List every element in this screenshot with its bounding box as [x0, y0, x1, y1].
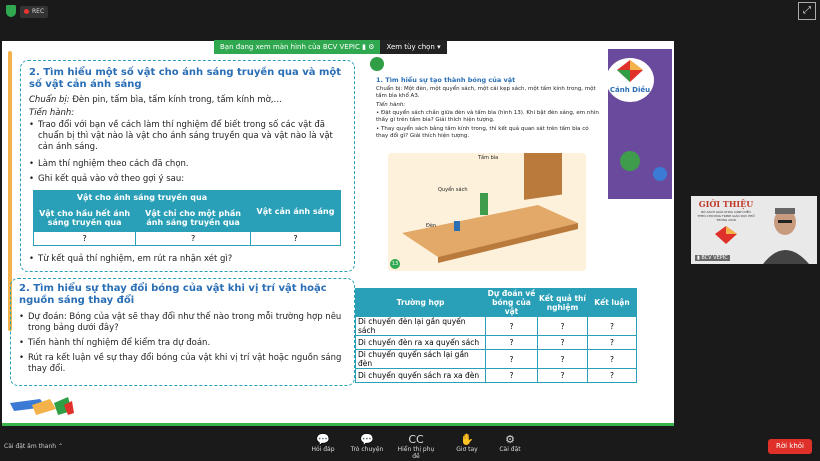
table-header: Vật chỉ cho một phần ánh sáng truyền qua [136, 204, 251, 232]
record-dot-icon [24, 9, 29, 14]
book-prep: Chuẩn bị: Một đèn, một quyển sách, một cái kẹp sách, một tấm kính trong, một tấm bìa khổ A3. [376, 86, 596, 99]
qa-icon: 💬 [316, 433, 330, 446]
chat-button[interactable]: 💬 Trò chuyện [347, 434, 387, 453]
label-lamp: Đèn [426, 223, 437, 229]
video-sub: BỘ SÁCH GIÁO KHOA CÁNH DIỀU THEO CHƯƠNG TRÌNH GIÁO DỤC PHỔ THÔNG 2018 [697, 210, 755, 222]
leave-button[interactable]: Rời khỏi [768, 439, 812, 454]
table-row [356, 336, 637, 350]
section1-bullet-3: • Ghi kết quả vào vở theo gợi ý sau: [29, 174, 347, 185]
table-header: Vật cho hầu hết ánh sáng truyền qua [34, 204, 136, 232]
section2-bullet-3: • Rút ra kết luận về sự thay đổi bóng của vật khi vị trí vật hoặc nguồn sáng thay đổi. [19, 353, 349, 375]
presenter-figure [761, 200, 811, 264]
qa-button[interactable]: 💬 Hỏi đáp [303, 434, 343, 453]
crayons-decoration [10, 395, 74, 417]
table-cell: Di chuyển đèn lại gần quyển sách [356, 317, 486, 336]
view-options-button[interactable]: Xem tùy chọn ▾ [380, 40, 446, 54]
table-cell: Di chuyển đèn ra xa quyển sách [356, 336, 486, 350]
table-cell: ? [588, 317, 637, 336]
figure-number: 13 [391, 261, 399, 267]
settings-button[interactable]: ⚙ Cài đặt [490, 434, 530, 453]
logo-text: Cánh Diều [609, 86, 651, 94]
chat-icon: 💬 [360, 433, 374, 446]
book-bullet-2: • Thay quyển sách bằng tấm kính trong, thì kết quả quan sát trên tấm bìa có thay đổi gì? Giải thích hiện tượng. [376, 126, 589, 139]
hand-icon: ✋ [460, 433, 474, 446]
section2-bullet-2: • Tiến hành thí nghiệm để kiểm tra dự đoán. [19, 338, 349, 349]
section1-bullet-1: • Trao đổi với bạn về cách làm thí nghiệm để biết trong số các vật đã chuẩn bị thì vật nào là vật cho ánh sáng truyền qua và vật nào là vật cản ánh sáng. [29, 120, 347, 153]
label-board: Tấm bìa [478, 155, 499, 161]
table-row [356, 369, 637, 383]
book-bullet-1: • Đặt quyển sách chắn giữa đèn và tấm bìa (hình 13). Khi bật đèn sáng, em nhìn thấy gì trên tấm bìa? Giải thích hiện tượng. [376, 110, 599, 123]
table-header: Kết quả thí nghiệm [538, 289, 588, 317]
section1-proc-label: Tiến hành: [29, 108, 75, 118]
textbook-page [368, 49, 608, 277]
section2-panel [10, 278, 355, 386]
raise-hand-button[interactable]: ✋ Giơ tay [447, 434, 487, 453]
canh-dieu-logo [606, 58, 654, 102]
leaf-icon [370, 57, 384, 71]
bottom-line [2, 423, 674, 426]
label-book: Quyển sách [438, 187, 468, 193]
share-banner-text: Bạn đang xem màn hình của BCV VEPIC ▮ ⚙ [214, 40, 380, 54]
table-cell: ? [538, 369, 588, 383]
section1-panel [20, 60, 355, 272]
section1-table [33, 190, 341, 246]
captions-button[interactable]: CC Hiển thị phụ đề [397, 433, 435, 460]
rec-label: REC [32, 8, 45, 15]
table-cell: ? [588, 350, 637, 369]
table-row [356, 317, 637, 336]
table-cell: ? [538, 350, 588, 369]
cc-icon: CC [408, 433, 424, 446]
table-cell: ? [251, 232, 341, 246]
table-header: Vật cho ánh sáng truyền qua [34, 191, 251, 204]
section1-bullet-2: • Làm thí nghiệm theo cách đã chọn. [29, 159, 347, 170]
table-cell: ? [486, 350, 538, 369]
fullscreen-icon[interactable]: ⤢ [798, 2, 816, 20]
table-cell: ? [136, 232, 251, 246]
table-cell: ? [486, 369, 538, 383]
table-cell: Di chuyển quyển sách lại gần đèn [356, 350, 486, 369]
participant-video[interactable] [691, 196, 817, 264]
table-cell: ? [538, 336, 588, 350]
shield-icon [6, 5, 16, 17]
table-header: Dự đoán về bóng của vật [486, 289, 538, 317]
meeting-controls [0, 428, 820, 461]
meeting-topbar [0, 0, 820, 24]
table-cell: ? [486, 317, 538, 336]
table-header: Vật cản ánh sáng [251, 191, 341, 232]
video-title: GIỚI THIỆU [698, 199, 754, 209]
book-title: 1. Tìm hiểu sự tạo thành bóng của vật [376, 76, 516, 84]
kite-icon [711, 226, 741, 246]
table-cell: ? [588, 336, 637, 350]
table-cell: Di chuyển quyển sách ra xa đèn [356, 369, 486, 383]
table-cell: ? [486, 336, 538, 350]
table-cell: ? [538, 317, 588, 336]
participant-name: ▮ BCV VEPIC [697, 255, 728, 261]
gear-icon: ⚙ [505, 433, 515, 446]
book-proc: Tiến hành: [376, 102, 406, 108]
section1-conclusion: • Từ kết quả thí nghiệm, em rút ra nhận xét gì? [29, 254, 347, 265]
table-row [356, 350, 637, 369]
share-banner [214, 40, 447, 54]
table-cell: ? [588, 369, 637, 383]
experiment-figure [388, 153, 586, 271]
table-header: Trường hợp [356, 289, 486, 317]
section2-title: 2. Tìm hiểu sự thay đổi bóng của vật khi vị trí vật hoặc nguồn sáng thay đổi [19, 283, 327, 306]
cases-table [355, 288, 637, 383]
section1-title: 2. Tìm hiểu một số vật cho ánh sáng truyền qua và một số vật cản ánh sáng [29, 67, 342, 90]
audio-settings-button[interactable]: Cài đặt âm thanh ⌃ [4, 443, 63, 450]
table-header: Kết luận [588, 289, 637, 317]
section1-prep: Chuẩn bị: Đèn pin, tấm bìa, tấm kính trong, tấm kính mờ,… [29, 95, 282, 105]
section2-bullet-1: • Dự đoán: Bóng của vật sẽ thay đổi như thế nào trong mỗi trường hợp nêu trong bảng dưới đây? [19, 312, 349, 334]
table-cell: ? [34, 232, 136, 246]
recording-badge [20, 6, 48, 18]
